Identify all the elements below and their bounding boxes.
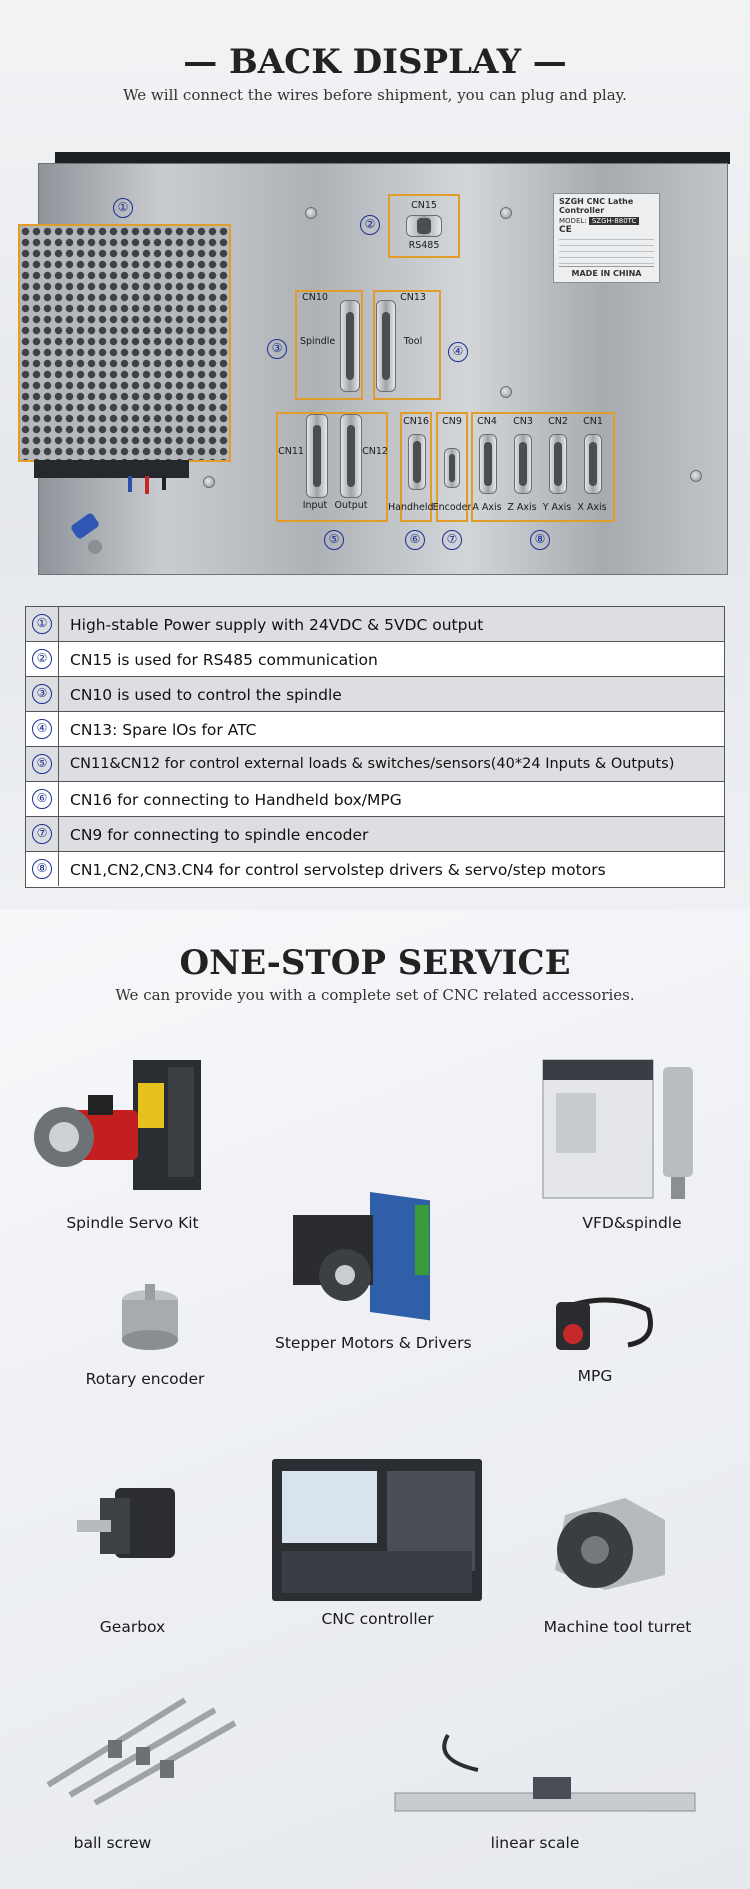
cn9-connector (444, 448, 460, 488)
legend-row (26, 782, 724, 817)
legend-row (26, 642, 724, 677)
cn3-label: CN3 (513, 416, 533, 427)
wire (162, 476, 166, 490)
spindle-label: Spindle (300, 336, 336, 347)
cn9-label: CN9 (442, 416, 462, 427)
legend-text: High-stable Power supply with 24VDC & 5VDC output (70, 616, 484, 634)
marker-6: ⑥ (405, 530, 425, 550)
cn13-label: CN13 (400, 292, 426, 303)
cn15-label: CN15 (411, 200, 437, 211)
cn12-connector (340, 414, 362, 498)
marker-7: ⑦ (442, 530, 462, 550)
vfd-spindle-image (538, 1055, 708, 1205)
ball-screw-image (40, 1695, 240, 1805)
power-supply-unit (18, 224, 231, 462)
marker-2: ② (360, 215, 380, 235)
legend-number: ③ (32, 684, 52, 704)
ball-screw-label: ball screw (73, 1834, 152, 1852)
back-display-title: — BACK DISPLAY — (183, 42, 567, 82)
cn4-connector (479, 434, 497, 494)
cn11-connector (306, 414, 328, 498)
cn11-label: CN11 (278, 446, 304, 457)
mpg-image (548, 1290, 663, 1355)
screw-icon (203, 476, 215, 488)
legend-text: CN9 for connecting to spindle encoder (70, 826, 369, 844)
mpg-label: MPG (577, 1367, 613, 1385)
legend-table (25, 606, 725, 888)
legend-text: CN10 is used to control the spindle (70, 686, 342, 704)
wire (128, 476, 132, 492)
cn2-connector (549, 434, 567, 494)
legend-row (26, 712, 724, 747)
nameplate-spec-lines (559, 239, 654, 269)
cn1-connector (584, 434, 602, 494)
spindle-servo-kit-label: Spindle Servo Kit (66, 1214, 199, 1232)
legend-number: ⑧ (32, 859, 52, 879)
z-axis-label: Z Axis (507, 502, 537, 513)
cn16-label: CN16 (403, 416, 429, 427)
legend-row (26, 817, 724, 852)
legend-row (26, 677, 724, 712)
brand-label: SZGH (559, 197, 584, 206)
encoder-label: Encoder (432, 502, 472, 513)
marker-1: ① (113, 198, 133, 218)
screw-icon (690, 470, 702, 482)
cn4-label: CN4 (477, 416, 497, 427)
marker-4: ④ (448, 342, 468, 362)
legend-text: CN11&CN12 for control external loads & switches/sensors(40*24 Inputs & Outputs) (70, 756, 675, 772)
vfd-spindle-label: VFD&spindle (582, 1214, 682, 1232)
one-stop-subtitle: We can provide you with a complete set of CNC related accessories. (115, 986, 635, 1004)
cn10-connector (340, 300, 360, 392)
cn11-cn12-highlight (276, 412, 388, 522)
marker-8: ⑧ (530, 530, 550, 550)
made-in-label: MADE IN CHINA (559, 266, 654, 278)
marker-3: ③ (267, 339, 287, 359)
stepper-motor-driver-image (285, 1175, 450, 1325)
model-label: MODEL: (559, 217, 587, 225)
linear-scale-image (393, 1725, 703, 1815)
y-axis-label: Y Axis (542, 502, 572, 513)
ground-screw-icon (88, 540, 102, 554)
cn1-label: CN1 (583, 416, 603, 427)
cn2-label: CN2 (548, 416, 568, 427)
legend-number: ④ (32, 719, 52, 739)
cn12-label: CN12 (362, 446, 388, 457)
model-value: SZGH-880TC (589, 217, 640, 225)
output-label: Output (334, 500, 368, 511)
legend-row (26, 607, 724, 642)
a-axis-label: A Axis (472, 502, 502, 513)
legend-text: CN1,CN2,CN3.CN4 for control servolstep drivers & servo/step motors (70, 861, 606, 879)
legend-row (26, 747, 724, 782)
legend-text: CN13: Spare lOs for ATC (70, 721, 257, 739)
linear-scale-label: linear scale (490, 1834, 580, 1852)
legend-row (26, 852, 724, 887)
handheld-label: Handheld (388, 502, 434, 513)
cn13-connector (376, 300, 396, 392)
cnc-controller-label: CNC controller (321, 1610, 434, 1628)
x-axis-label: X Axis (577, 502, 607, 513)
screw-icon (305, 207, 317, 219)
rotary-encoder-image (115, 1280, 185, 1355)
legend-text: CN15 is used for RS485 communication (70, 651, 378, 669)
turret-label: Machine tool turret (543, 1618, 692, 1636)
input-label: Input (302, 500, 328, 511)
cn3-connector (514, 434, 532, 494)
marker-5: ⑤ (324, 530, 344, 550)
gearbox-label: Gearbox (99, 1618, 166, 1636)
gearbox-image (75, 1480, 195, 1580)
stepper-label: Stepper Motors & Drivers (275, 1334, 472, 1352)
rotary-encoder-label: Rotary encoder (85, 1370, 205, 1388)
legend-number: ① (32, 614, 52, 634)
screw-icon (500, 386, 512, 398)
one-stop-title: ONE-STOP SERVICE (179, 943, 571, 983)
screw-icon (500, 207, 512, 219)
legend-number: ② (32, 649, 52, 669)
cn16-connector (408, 434, 426, 490)
legend-number: ⑦ (32, 824, 52, 844)
back-display-subtitle: We will connect the wires before shipment, you can plug and play. (123, 86, 627, 104)
nameplate (553, 193, 660, 283)
ce-mark: CE (559, 225, 572, 235)
product-label: CNC Lathe Controller (559, 197, 634, 215)
turret-image (545, 1490, 675, 1600)
tool-label: Tool (403, 336, 423, 347)
wire (145, 476, 149, 494)
legend-text: CN16 for connecting to Handheld box/MPG (70, 791, 402, 809)
cn10-label: CN10 (302, 292, 328, 303)
spindle-servo-kit-image (28, 1055, 218, 1200)
cn15-connector (406, 215, 442, 237)
rs485-label: RS485 (408, 240, 440, 251)
legend-number: ⑥ (32, 789, 52, 809)
cnc-controller-image (272, 1459, 482, 1601)
legend-number: ⑤ (32, 754, 52, 774)
